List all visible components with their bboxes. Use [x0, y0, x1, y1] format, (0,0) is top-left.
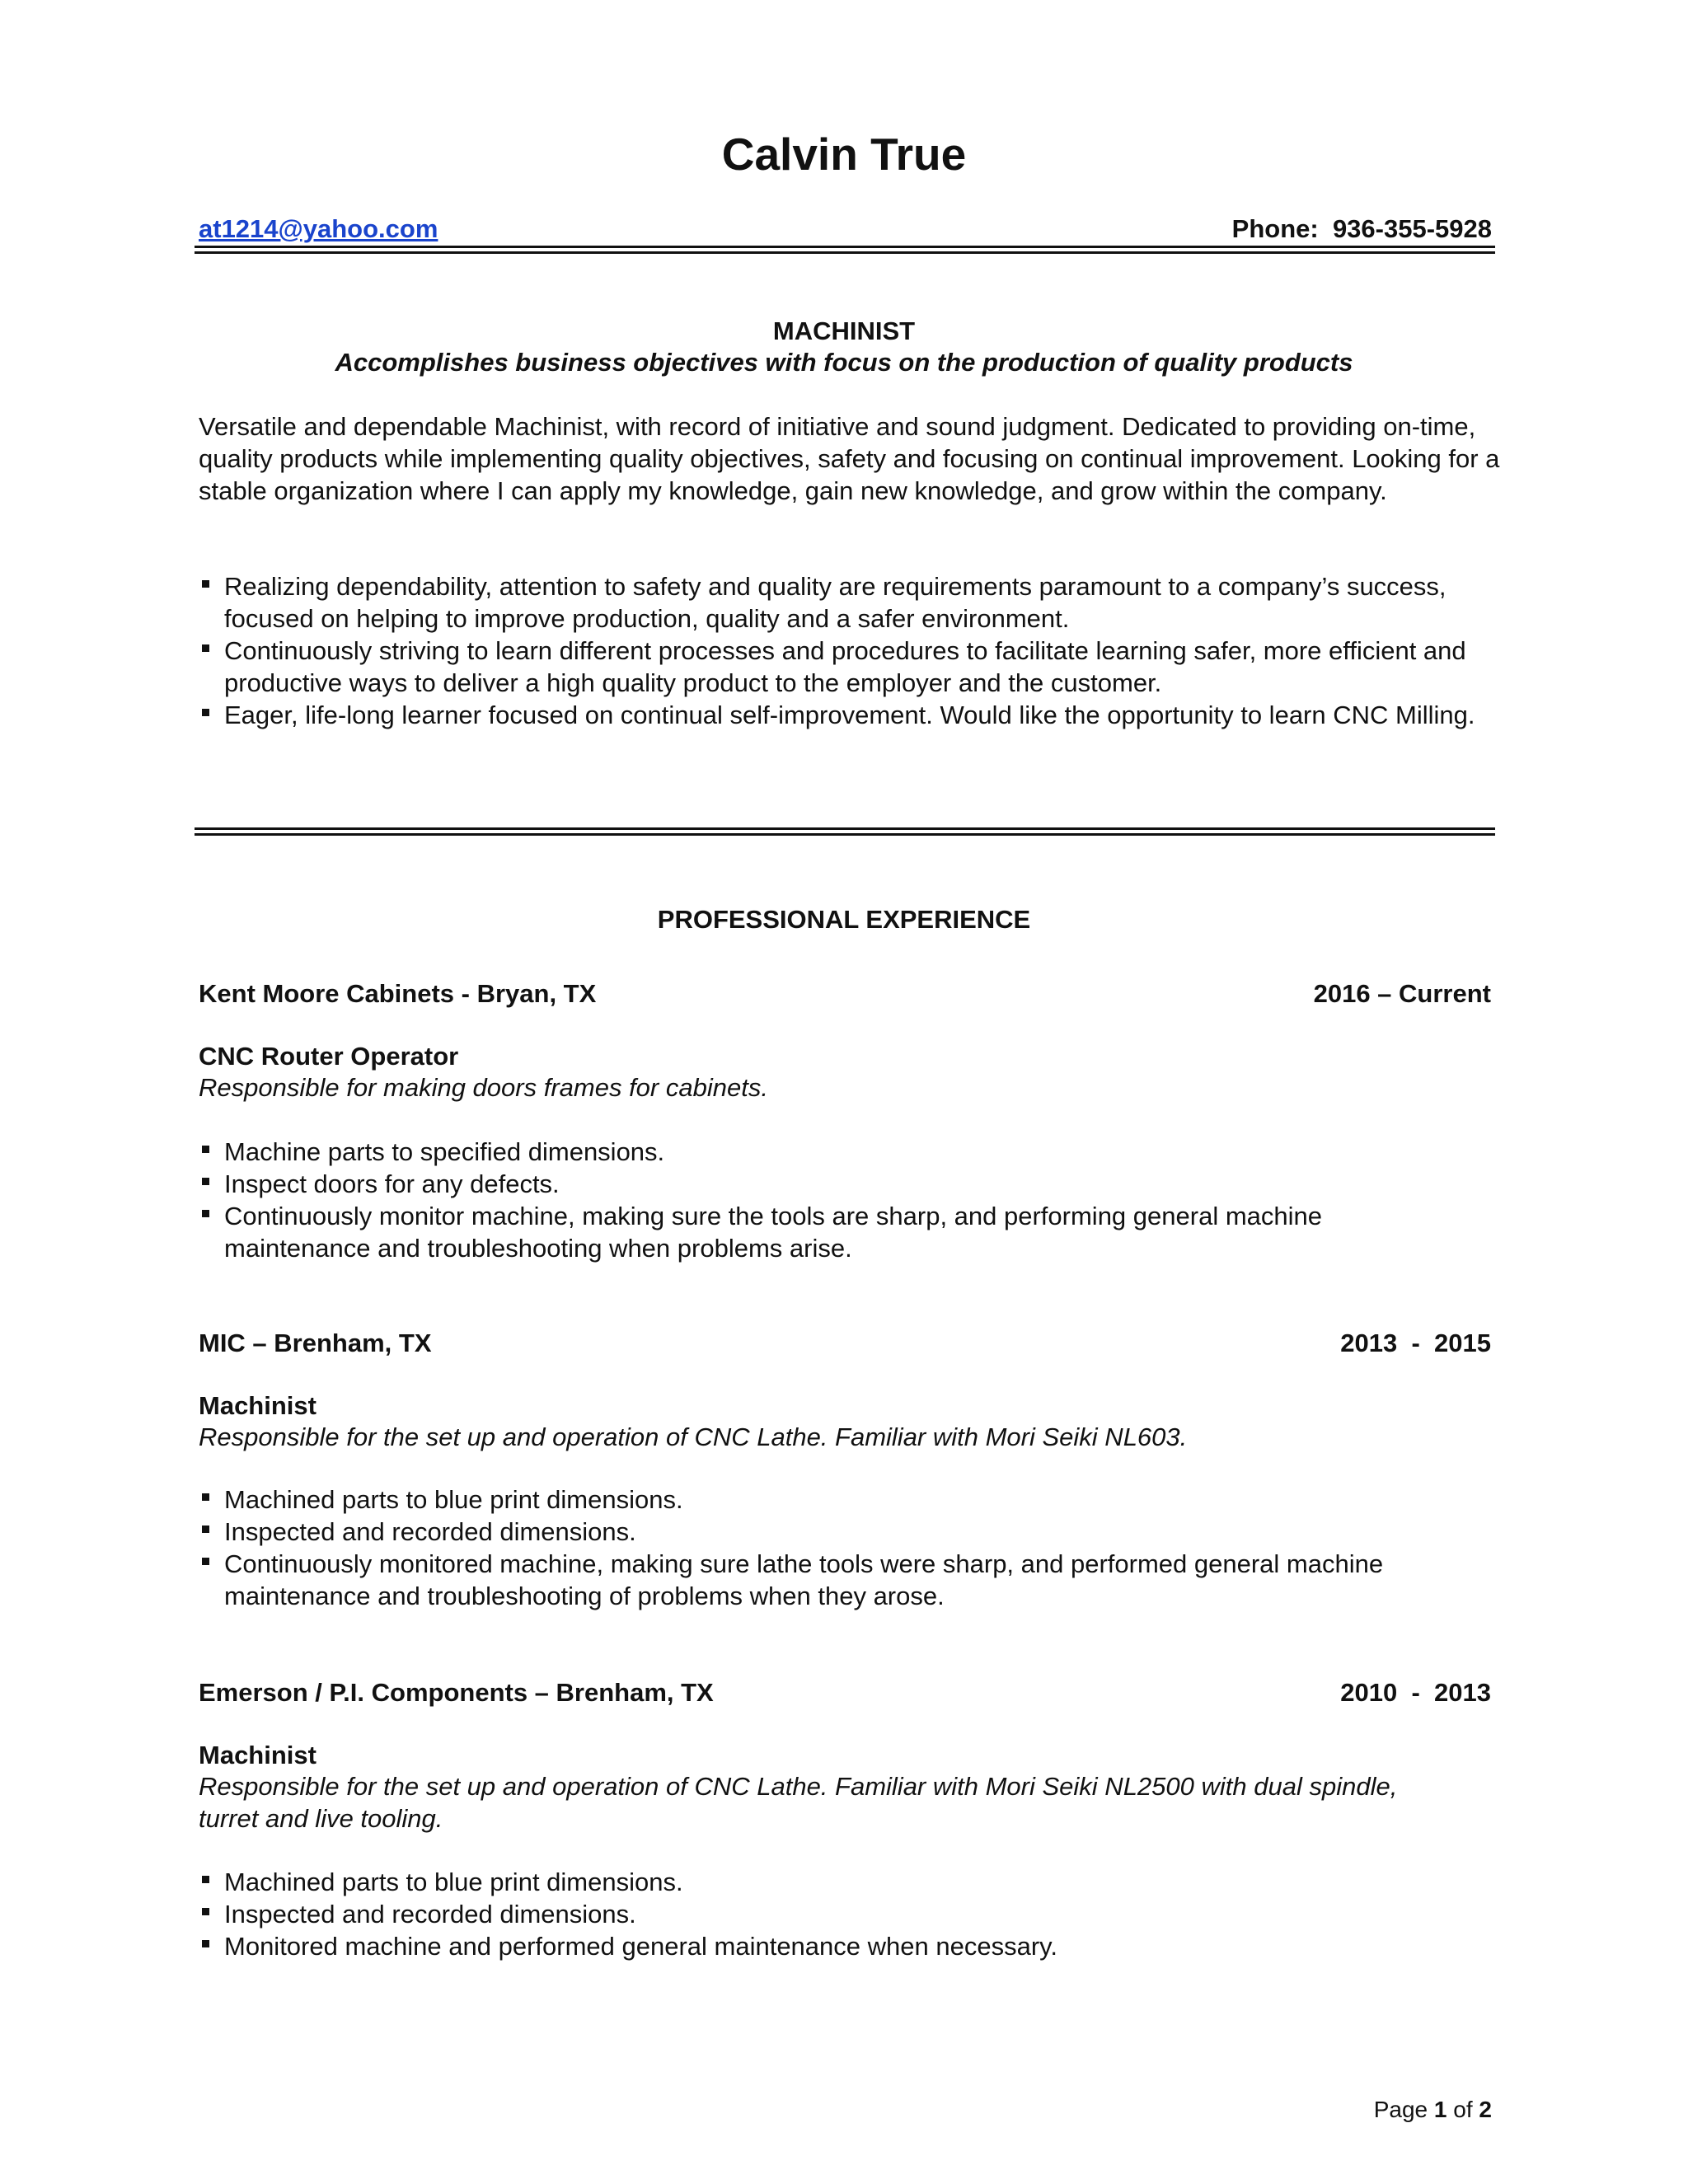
list-item: Continuously monitor machine, making sure the tools are sharp, and performing general machine maintenance and troubleshooting when problems arise.	[199, 1200, 1451, 1264]
list-item: Eager, life-long learner focused on continual self-improvement. Would like the opportunity to learn CNC Milling.	[199, 699, 1493, 731]
section-divider	[195, 827, 1495, 836]
bullet-icon	[202, 1876, 209, 1883]
list-item: Machined parts to blue print dimensions.	[199, 1866, 1501, 1898]
bullet-icon	[202, 1493, 209, 1501]
job-title: Machinist	[199, 1741, 316, 1769]
job-dates: 2016 – Current	[1313, 979, 1491, 1008]
bullet-icon	[202, 1178, 209, 1185]
company-name: Emerson / P.I. Components – Brenham, TX	[199, 1678, 714, 1707]
list-item: Realizing dependability, attention to safety and quality are requirements paramount to a company’s success, focused on helping to improve production, quality and a safer environment.	[199, 570, 1493, 635]
summary-tagline: Accomplishes business objectives with focus on the production of quality products	[335, 348, 1353, 377]
job-header	[199, 1327, 1491, 1360]
job-bullet-list	[199, 1136, 1451, 1264]
summary-bullet-list	[199, 570, 1493, 731]
page-number: Page 1 of 2	[1373, 2097, 1492, 2122]
job-bullet-list	[199, 1866, 1501, 1962]
list-item: Monitored machine and performed general maintenance when necessary.	[199, 1930, 1501, 1962]
job-title: Machinist	[199, 1391, 316, 1420]
job-dates: 2013 - 2015	[1340, 1329, 1491, 1357]
list-item: Inspected and recorded dimensions.	[199, 1898, 1501, 1930]
candidate-name: Calvin True	[721, 129, 967, 180]
bullet-icon	[202, 1558, 209, 1565]
bullet-icon	[202, 709, 209, 716]
header-divider	[195, 246, 1495, 254]
summary-title: MACHINIST	[772, 316, 916, 345]
job-bullet-list	[199, 1483, 1501, 1612]
job-header	[199, 977, 1491, 1010]
list-item: Continuously striving to learn different processes and procedures to facilitate learning safer, more efficient and productive ways to deliver a high quality product to the employer and the customer.	[199, 635, 1493, 699]
list-item: Continuously monitored machine, making sure lathe tools were sharp, and performed general machine maintenance and troubleshooting of problems when they arose.	[199, 1548, 1501, 1612]
job-description: Responsible for the set up and operation of CNC Lathe. Familiar with Mori Seiki NL2500 with dual spindle, turret and live tooling.	[199, 1772, 1398, 1833]
list-item: Inspect doors for any defects.	[199, 1168, 1451, 1200]
company-name: MIC – Brenham, TX	[199, 1329, 432, 1357]
bullet-icon	[202, 1210, 209, 1217]
job-header	[199, 1676, 1491, 1709]
bullet-icon	[202, 1526, 209, 1533]
list-item: Machine parts to specified dimensions.	[199, 1136, 1451, 1168]
company-name: Kent Moore Cabinets - Bryan, TX	[199, 979, 597, 1008]
phone-number: Phone: 936-355-5928	[1231, 214, 1492, 243]
bullet-icon	[202, 1940, 209, 1947]
bullet-icon	[202, 1908, 209, 1915]
job-description: Responsible for making doors frames for cabinets.	[199, 1073, 768, 1102]
job-dates: 2010 - 2013	[1340, 1678, 1491, 1707]
experience-heading: PROFESSIONAL EXPERIENCE	[657, 905, 1031, 934]
list-item: Machined parts to blue print dimensions.	[199, 1483, 1501, 1516]
bullet-icon	[202, 1146, 209, 1153]
bullet-icon	[202, 644, 209, 652]
job-title: CNC Router Operator	[199, 1042, 459, 1071]
job-description: Responsible for the set up and operation of CNC Lathe. Familiar with Mori Seiki NL603.	[199, 1422, 1188, 1451]
list-item: Inspected and recorded dimensions.	[199, 1516, 1501, 1548]
summary-paragraph: Versatile and dependable Machinist, with record of initiative and sound judgment. Dedicated to providing on-time, quality products while implementing quality objectives, safety and focusing on continual improvement. Looking for a stable organization where I can apply my knowledge, gain new knowledge, and grow within the company.	[199, 412, 1500, 505]
email-link[interactable]: at1214@yahoo.com	[199, 214, 438, 243]
bullet-icon	[202, 580, 209, 588]
